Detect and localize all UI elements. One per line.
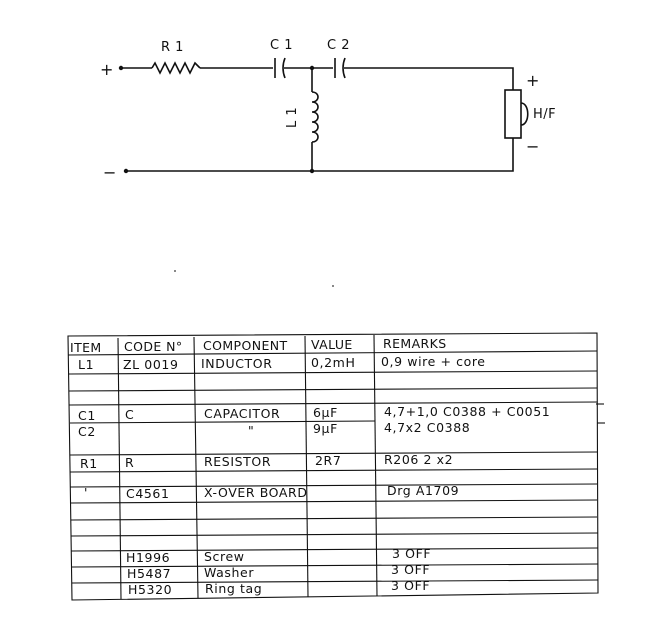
cell-component: Screw	[204, 549, 245, 564]
cell-code: C	[125, 407, 135, 422]
cell-remarks: 4,7x2 C0388	[384, 420, 471, 435]
r1-label: R 1	[161, 40, 184, 55]
cell-item: C2	[78, 424, 96, 439]
c2-capacitor	[335, 58, 345, 78]
input-plus-label: +	[100, 60, 114, 79]
header-value: VALUE	[311, 337, 353, 352]
cell-component: CAPACITOR	[204, 406, 281, 421]
scan-speck	[332, 285, 334, 287]
header-code: CODE N°	[124, 339, 183, 354]
header-component: COMPONENT	[203, 338, 288, 353]
cell-component: INDUCTOR	[201, 356, 273, 371]
c1-capacitor	[275, 58, 285, 78]
cell-component: "	[248, 423, 255, 438]
cell-code: H1996	[126, 550, 171, 565]
table-row	[78, 354, 486, 372]
cell-remarks: 3 OFF	[391, 578, 431, 593]
cell-item: L1	[78, 357, 95, 372]
cell-code: C4561	[126, 486, 170, 501]
cell-component: X-OVER BOARD	[204, 485, 308, 500]
cell-value: 2R7	[315, 453, 342, 468]
table-row	[84, 483, 459, 501]
parts-table	[68, 333, 605, 600]
l1-inductor	[312, 92, 318, 142]
cell-code: ZL 0019	[123, 357, 179, 372]
cell-component: RESISTOR	[204, 454, 272, 469]
cell-code: H5320	[128, 582, 173, 597]
scan-speck	[174, 270, 176, 272]
circuit-schematic	[100, 38, 556, 287]
cell-component: Ring tag	[205, 581, 263, 596]
cell-code: R	[125, 455, 135, 470]
cell-remarks: 0,9 wire + core	[381, 354, 486, 369]
cell-code: H5487	[127, 566, 172, 581]
header-item: ITEM	[70, 340, 102, 355]
cell-remarks: 4,7+1,0 C0388 + C0051	[384, 404, 551, 419]
driver-label: H/F	[533, 107, 557, 122]
driver-plus-label: +	[526, 71, 540, 90]
cell-item: C1	[78, 408, 96, 423]
cell-value: 9μF	[313, 421, 338, 436]
cell-value: 0,2mH	[311, 355, 356, 370]
cell-remarks: R206 2 x2	[384, 452, 454, 467]
wire-ground-rail	[126, 138, 513, 171]
c2-label: C 2	[327, 38, 350, 53]
r1-resistor	[152, 63, 200, 73]
input-minus-label: −	[103, 163, 117, 182]
cell-item-dash: '	[84, 485, 89, 500]
cell-remarks: Drg A1709	[387, 483, 460, 498]
header-remarks: REMARKS	[383, 336, 447, 351]
hf-driver-symbol	[505, 90, 528, 138]
wire-c2-driver	[344, 68, 513, 90]
cell-remarks: 3 OFF	[391, 562, 431, 577]
cell-component: Washer	[204, 565, 255, 580]
driver-minus-label: −	[526, 137, 540, 156]
cell-remarks: 3 OFF	[392, 546, 432, 561]
c1-label: C 1	[270, 38, 293, 53]
l1-label: L 1	[285, 106, 300, 128]
cell-item: R1	[80, 456, 98, 471]
cell-value: 6μF	[313, 405, 338, 420]
